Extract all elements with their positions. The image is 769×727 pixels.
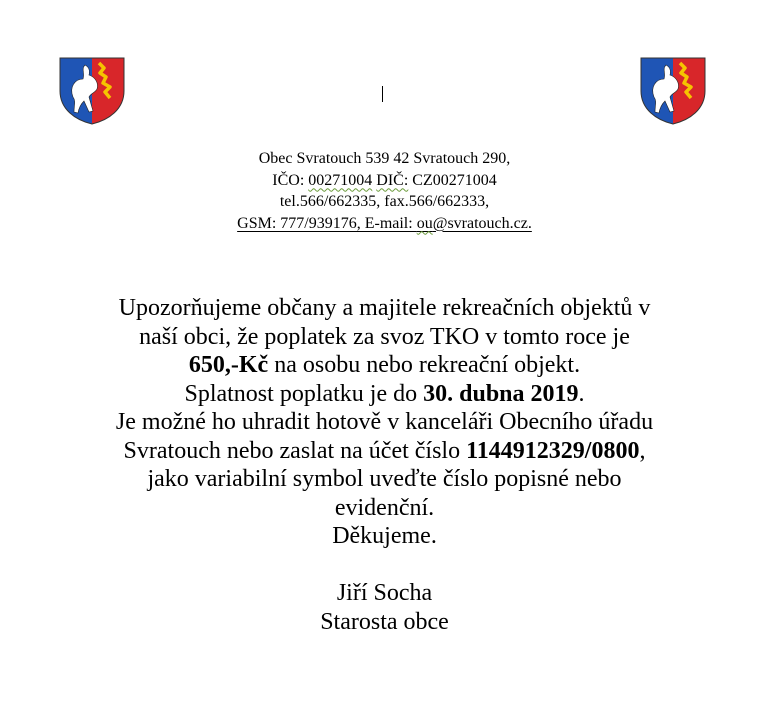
gsm-email-line [0,213,769,235]
email-user: ou [416,214,433,232]
letterhead [0,148,769,234]
notice-line-2: naší obci, že poplatek za svoz TKO v tomto roce je [139,323,630,350]
gsm-text: GSM: 777/939176, E-mail: [237,214,417,232]
text-cursor [382,86,383,102]
fee-amount: 650,-Kč [188,352,269,378]
notice-line-4 [0,380,769,409]
address-line: Obec Svratouch 539 42 Svratouch 290, [258,150,511,167]
ico-label: IČO: [272,171,305,189]
dic-value: CZ00271004 [412,171,497,189]
account-number: 1144912329/0800 [466,437,640,464]
thanks-line: Děkujeme. [332,523,437,549]
notice-line-1: Upozorňujeme občany a majitele rekreačních objektů v [118,295,651,321]
account-end: , [639,437,646,464]
notice-line-6 [0,437,769,466]
due-date: 30. dubna 2019 [423,380,579,407]
notice-line-3 [0,351,769,380]
ico-dic-line [0,170,769,192]
notice-body [0,294,769,636]
signatory-name: Jiří Socha [336,580,433,606]
phone-fax-line: tel.566/662335, fax.566/662333, [279,193,490,210]
coat-of-arms-right [640,57,706,125]
notice-line-7: jako variabilní symbol uveďte číslo popisné nebo [147,466,622,492]
notice-line-8: evidenční. [334,494,435,521]
signatory-title: Starosta obce [320,608,449,635]
coat-of-arms-left [59,57,125,125]
notice-line-3-rest: na osobu nebo rekreační objekt. [268,352,581,378]
due-end: . [578,380,585,407]
notice-line-5: Je možné ho uhradit hotově v kanceláři Obecního úřadu [115,409,654,435]
ico-value: 00271004 [308,171,373,189]
account-intro: Svratouch nebo zaslat na účet číslo [123,437,467,464]
spacer [0,551,769,580]
email-domain: @svratouch.cz. [432,214,532,232]
dic-label: DIČ: [376,171,409,189]
due-intro: Splatnost poplatku je do [184,380,424,407]
